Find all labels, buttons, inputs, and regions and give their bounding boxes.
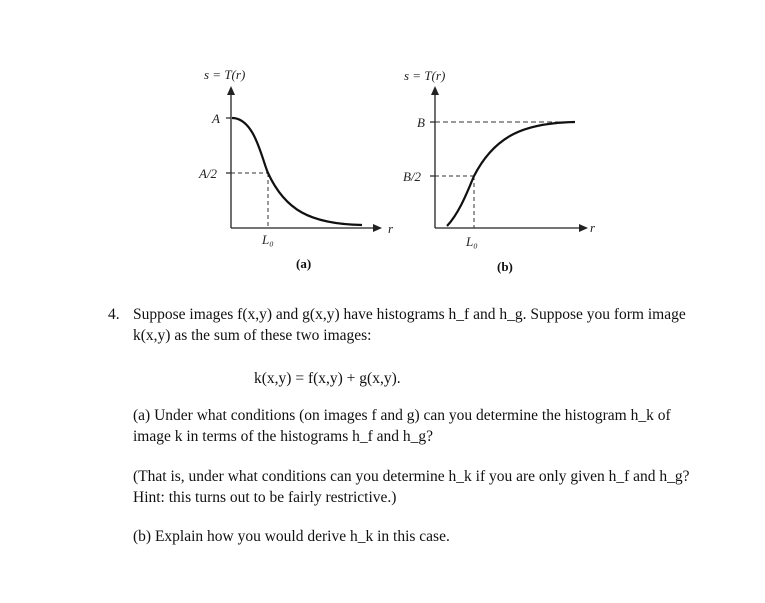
figure-a-title: s = T(r) (204, 67, 246, 82)
problem-note: (That is, under what conditions can you determine h_k if you are only given h_f and h_g? Hint: this turns out to be fairly restrictive.) (133, 468, 690, 506)
figure-b-label-half: B/2 (403, 169, 422, 184)
transform-figures (0, 0, 765, 300)
figure-a-label-r: r (388, 221, 394, 236)
figure-b-x-arrow-icon (579, 224, 588, 232)
figure-b-label-top: B (417, 115, 425, 130)
figure-b-curve (447, 122, 575, 226)
figure-a-x-arrow-icon (373, 224, 382, 232)
figure-b-y-arrow-icon (431, 86, 439, 95)
problem-equation: k(x,y) = f(x,y) + g(x,y). (254, 370, 401, 387)
problem-part-b: (b) Explain how you would derive h_k in this case. (133, 528, 450, 545)
figure-a-label-top: A (212, 111, 220, 126)
figure-b (403, 68, 596, 274)
figure-a-y-arrow-icon (227, 86, 235, 95)
figure-a-curve (232, 118, 362, 225)
figure-b-label-r: r (590, 220, 596, 235)
figure-b-title: s = T(r) (404, 68, 446, 83)
problem-intro: Suppose images f(x,y) and g(x,y) have histograms h_f and h_g. Suppose you form image k(x,y) as the sum of these two images: (133, 306, 686, 344)
figure-b-caption: (b) (497, 259, 513, 274)
problem-number: 4. (108, 306, 120, 323)
figure-a (198, 67, 394, 271)
problem-part-a: (a) Under what conditions (on images f and g) can you determine the histogram h_k of image k in terms of the histograms h_f and h_g? (133, 407, 671, 445)
figure-a-label-l0: L₀ (262, 232, 274, 247)
figure-b-label-l0: L₀ (466, 234, 478, 249)
figure-a-label-half: A/2 (199, 166, 218, 181)
figure-a-caption: (a) (296, 256, 312, 271)
